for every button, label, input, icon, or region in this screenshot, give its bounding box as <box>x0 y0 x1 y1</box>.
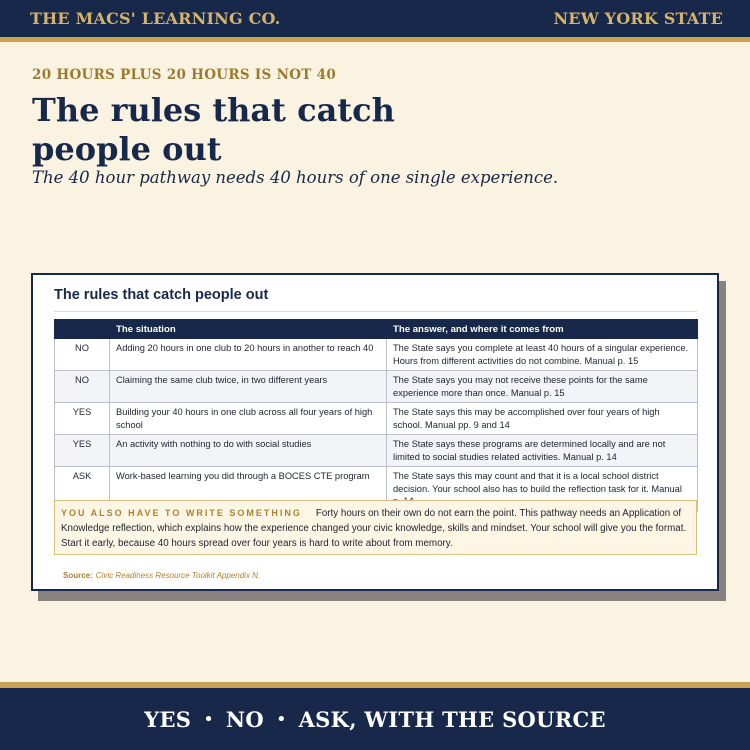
answer-cell: NO <box>55 339 110 371</box>
source-label: Source: <box>63 571 93 580</box>
rules-card <box>31 273 719 591</box>
card-title: The rules that catch people out <box>54 287 269 303</box>
footer-word-ask: ASK, WITH THE SOURCE <box>298 706 606 732</box>
answer-cell: YES <box>55 403 110 435</box>
kicker: 20 HOURS PLUS 20 HOURS IS NOT 40 <box>32 67 337 83</box>
source-note <box>63 571 260 580</box>
top-banner <box>0 0 750 42</box>
page-subtitle: The 40 hour pathway needs 40 hours of one single experience. <box>32 168 559 187</box>
column-header-answer <box>55 320 110 339</box>
source-cell: The State says this may count and that it is a local school district decision. Your school also has to build the reflection task for it. Manual <box>387 467 698 512</box>
source-cell: The State says these programs are determined locally and are not limited to social studies related activities. Manual p. 14 <box>387 435 698 467</box>
source-cell: The State says you complete at least 40 hours of a singular experience. Hours from different activities do not combine. Manual p. 15 <box>387 339 698 371</box>
footer-separator: • <box>275 708 287 730</box>
table-row <box>55 403 698 435</box>
answer-cell: YES <box>55 435 110 467</box>
column-header-source: The answer, and where it comes from <box>387 320 698 339</box>
footer-separator: • <box>203 708 214 730</box>
reflection-callout <box>54 500 697 555</box>
footer-word-no: NO <box>225 706 264 732</box>
page-title: The rules that catch people out <box>32 91 395 168</box>
source-cell: The State says this may be accomplished over four years of high school. Manual pp. 9 and 14 <box>387 403 698 435</box>
rules-table <box>54 319 698 512</box>
answer-cell: NO <box>55 371 110 403</box>
answer-cell: ASK <box>55 467 110 512</box>
callout-body: Forty hours on their own do not earn the point. This pathway needs an Application of Knowledge reflection, which explains how the experience changed your civic knowledge, skills and mindset. Your school will give you the format. Start it early, because 40 hours spread over four years is hard to write about from memory. <box>61 508 687 549</box>
source-text: Civic Readiness Resource Toolkit Appendix N. <box>95 571 261 580</box>
table-header-row <box>55 320 698 339</box>
situation-cell: Building your 40 hours in one club across all four years of high school <box>110 403 387 435</box>
footer-word-yes: YES <box>144 706 192 732</box>
source-cell: The State says you may not receive these points for the same experience more than once. Manual p. 15 <box>387 371 698 403</box>
table-row <box>55 371 698 403</box>
region-label: NEW YORK STATE <box>553 9 723 28</box>
table-row <box>55 435 698 467</box>
column-header-situation: The situation <box>110 320 387 339</box>
table-row <box>55 339 698 371</box>
situation-cell: Claiming the same club twice, in two different years <box>110 371 387 403</box>
situation-cell: Work-based learning you did through a BOCES CTE program <box>110 467 387 512</box>
situation-cell: An activity with nothing to do with social studies <box>110 435 387 467</box>
brand-name: THE MACS' LEARNING CO. <box>30 9 281 28</box>
situation-cell: Adding 20 hours in one club to 20 hours in another to reach 40 <box>110 339 387 371</box>
callout-lead: YOU ALSO HAVE TO WRITE SOMETHING <box>61 508 302 518</box>
card-divider <box>54 311 697 312</box>
bottom-banner <box>0 682 750 750</box>
